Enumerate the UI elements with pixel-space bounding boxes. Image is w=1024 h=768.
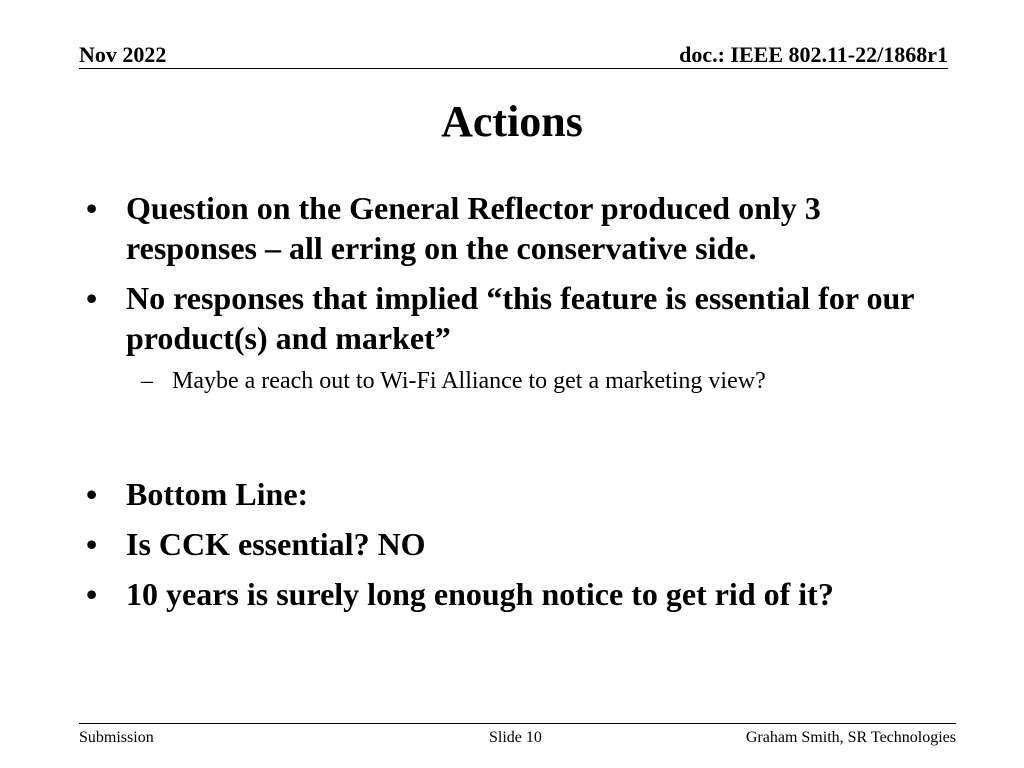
bullet-item (86, 188, 936, 268)
bullet-mark: • (86, 526, 98, 562)
bullet-text: 10 years is surely long enough notice to get rid of it? (126, 576, 834, 612)
bullet-item (86, 474, 936, 514)
bullet-item (86, 278, 936, 358)
header-doc-number: doc.: IEEE 802.11-22/1868r1 (679, 42, 948, 67)
bullet-mark: • (86, 576, 98, 612)
footer-slide-number: Slide 10 (489, 729, 542, 746)
dash-mark: – (141, 368, 153, 394)
slide-body (86, 188, 936, 614)
bullet-text: Question on the General Reflector produced only 3 responses – all erring on the conservative side. (126, 190, 821, 266)
bullet-mark: • (86, 280, 98, 316)
bullet-item (86, 574, 936, 614)
header-divider (79, 68, 948, 69)
footer-author: Graham Smith, SR Technologies (745, 729, 956, 746)
bullet-mark: • (86, 476, 98, 512)
header-date: Nov 2022 (79, 42, 167, 67)
bullet-text: No responses that implied “this feature is essential for our product(s) and market” (126, 280, 914, 356)
bullet-text: Is CCK essential? NO (126, 526, 426, 562)
bullet-text: Bottom Line: (126, 476, 309, 512)
bullet-mark: • (86, 190, 98, 226)
footer-submission: Submission (79, 729, 154, 746)
footer-divider (79, 723, 956, 724)
slide-title: Actions (441, 97, 583, 146)
bullet-item (86, 524, 936, 564)
sub-bullet-item (141, 366, 936, 396)
sub-bullet-text: Maybe a reach out to Wi-Fi Alliance to get a marketing view? (172, 368, 766, 394)
